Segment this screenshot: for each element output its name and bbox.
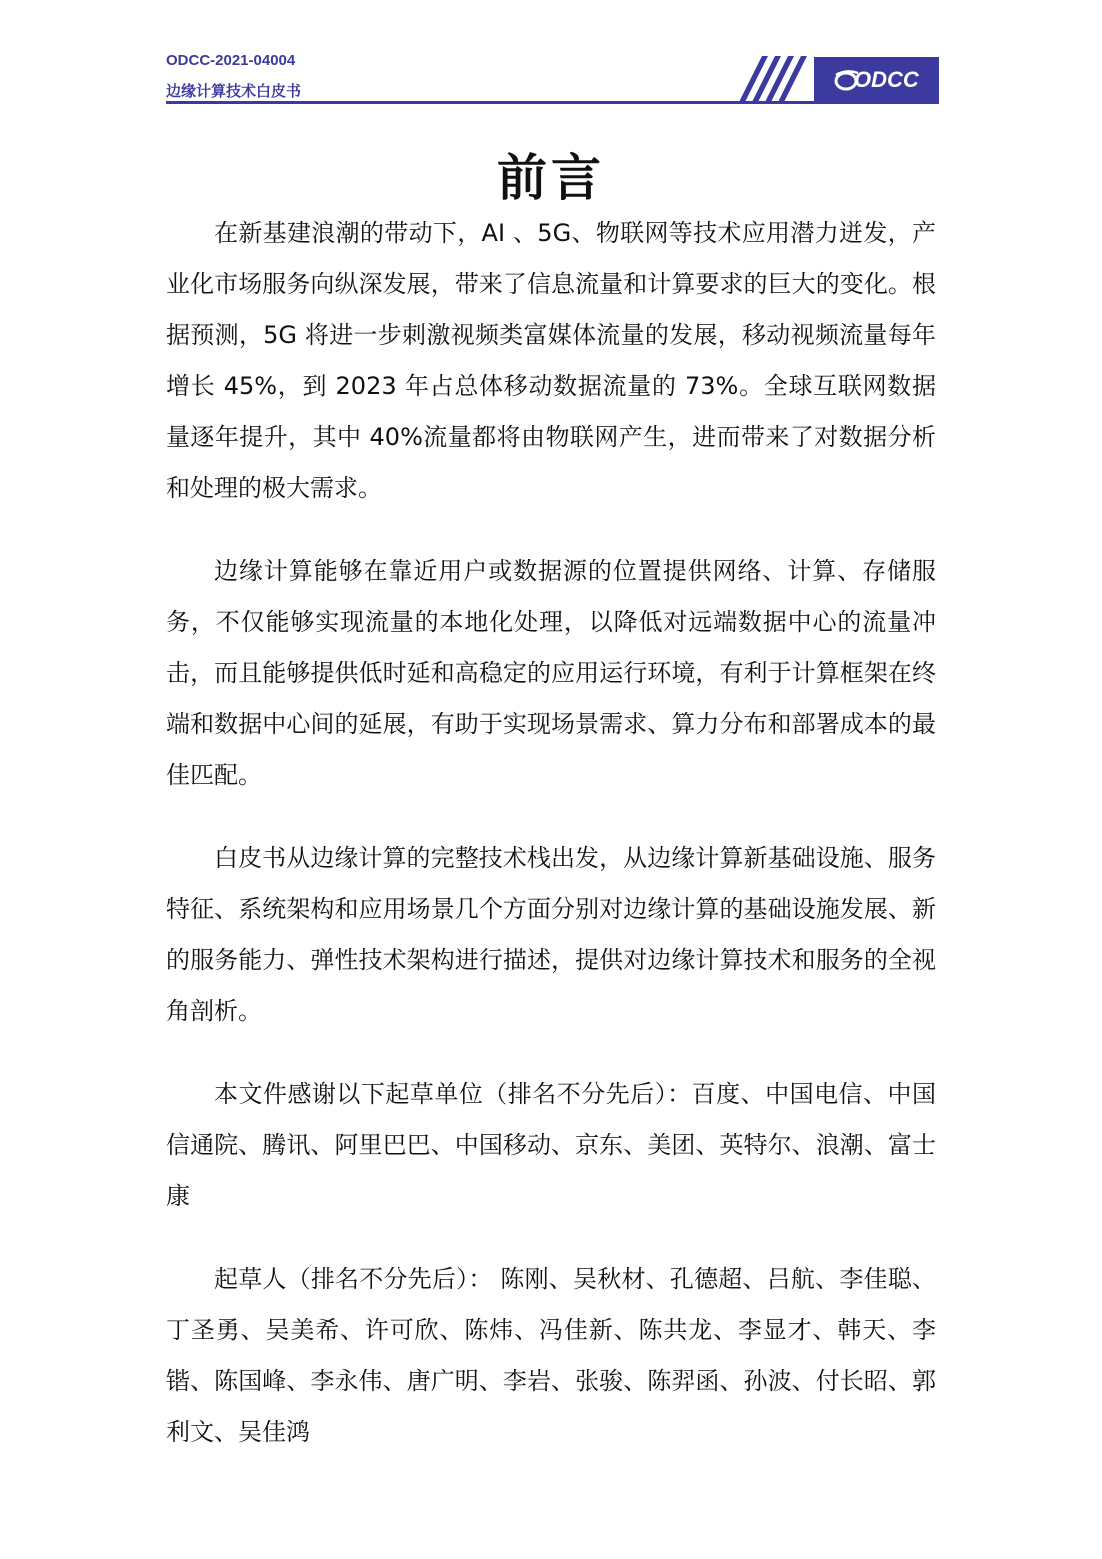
paragraph-whitepaper-scope: 白皮书从边缘计算的完整技术栈出发，从边缘计算新基础设施、服务特征、系统架构和应用场景几个方面分别对边缘计算的基础设施发展、新的服务能力、弹性技术架构进行描述，提供对边缘计算技术和服务的全视角剖析。 bbox=[166, 844, 936, 1025]
document-name: 边缘计算技术白皮书 bbox=[166, 82, 302, 100]
paragraph-intro: 在新基建浪潮的带动下，AI 、5G、物联网等技术应用潜力迸发，产业化市场服务向纵深发展，带来了信息流量和计算要求的巨大的变化。根据预测，5G 将进一步刺激视频类富媒体流量的发展，移动视频流量每年增长 45%，到 2023 年占总体移动数据流量的 73%。全球互联网数据量逐年提升，其中 40%流量都将由物联网产生，进而带来了对数据分析和处理的极大需求。 bbox=[166, 219, 936, 502]
header-divider bbox=[166, 101, 939, 104]
document-id: ODCC-2021-04004 bbox=[166, 52, 296, 69]
logo-text: ODCC bbox=[854, 67, 919, 92]
document-body bbox=[166, 208, 936, 1490]
paragraph-edge-computing: 边缘计算能够在靠近用户或数据源的位置提供网络、计算、存储服务，不仅能够实现流量的本地化处理，以降低对远端数据中心的流量冲击，而且能够提供低时延和高稳定的应用运行环境，有利于计算框架在终端和数据中心间的延展，有助于实现场景需求、算力分布和部署成本的最佳匹配。 bbox=[166, 557, 936, 789]
page-header bbox=[166, 50, 939, 106]
paragraph-drafters: 起草人（排名不分先后）： 陈刚、吴秋材、孔德超、吕航、李佳聪、丁圣勇、吴美希、许可欣、陈炜、冯佳新、陈共龙、李显才、韩天、李锴、陈国峰、李永伟、唐广明、李岩、张骏、陈羿函、孙波、付长昭、郭利文、吴佳鸿 bbox=[166, 1265, 936, 1446]
page-title: 前言 bbox=[497, 149, 605, 207]
paragraph-drafting-units: 本文件感谢以下起草单位（排名不分先后）：百度、中国电信、中国信通院、腾讯、阿里巴巴、中国移动、京东、美团、英特尔、浪潮、富士康 bbox=[166, 1080, 936, 1210]
decorative-stripes bbox=[738, 56, 818, 104]
odcc-logo bbox=[814, 57, 939, 102]
